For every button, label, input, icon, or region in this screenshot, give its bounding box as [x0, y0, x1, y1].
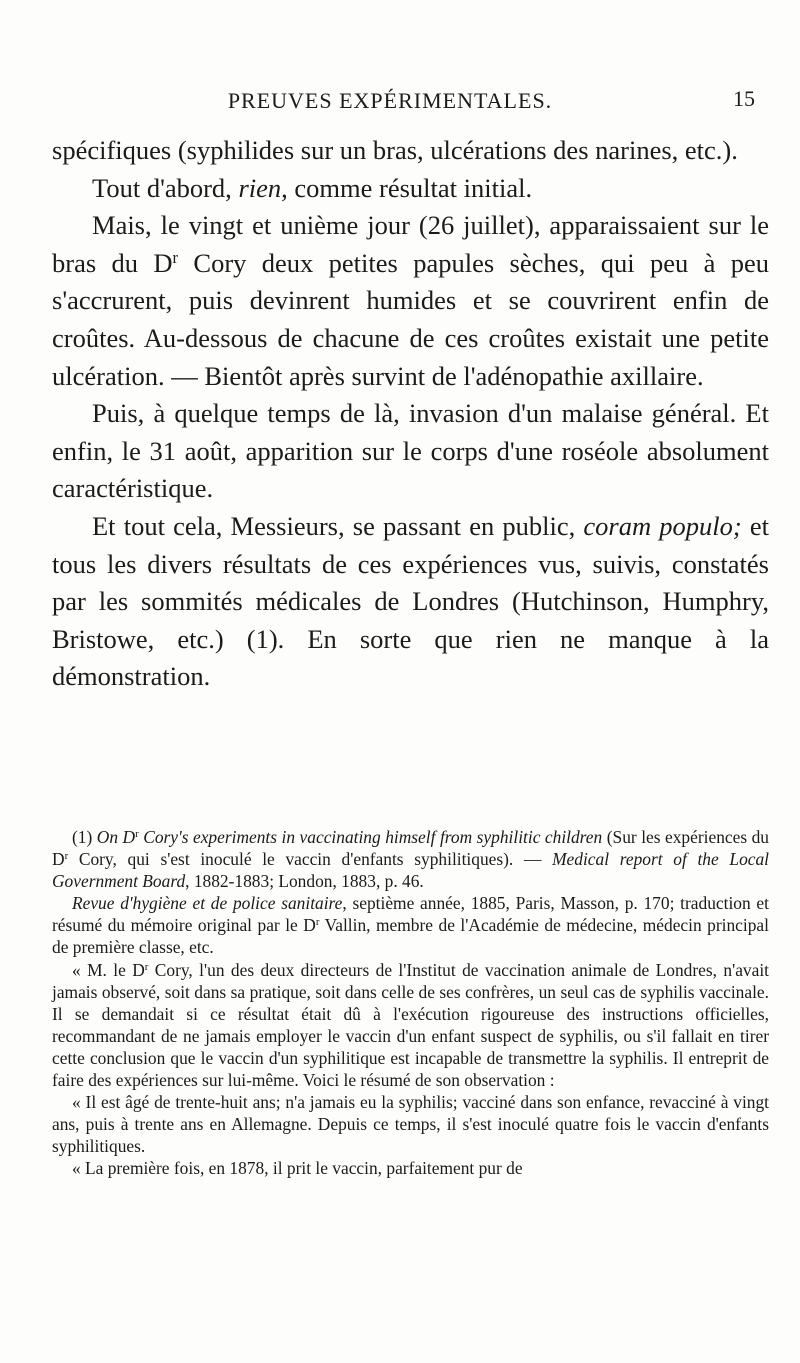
footnotes — [52, 826, 769, 1180]
paragraph-5-italic: coram populo; — [583, 510, 742, 541]
running-title: PREUVES EXPÉRIMENTALES. — [227, 88, 553, 113]
footnote-1-text-d: (Sur les expériences du D — [52, 827, 769, 870]
footnote-1-text-e: Cory, qui s'est inoculé le vaccin d'enfants syphilitiques). — — [68, 849, 553, 870]
footnote-3-text-a: « M. le D — [72, 959, 145, 980]
footnote-1-superscript-a: r — [135, 828, 139, 841]
paragraph-2-text-c: , comme résultat initial. — [281, 172, 533, 203]
paragraph-3-text-b: Cory deux petites papules sèches, qui peu à peu s'accrurent, puis devinrent humides et se couvrirent enfin de croûtes. Au-dessous de chacune de ces croûtes existait une petite ulcération. — Bientôt après survint de l'adénopathie axillaire. — [52, 247, 769, 391]
footnote-3-superscript: r — [144, 960, 149, 973]
footnote-3 — [52, 959, 769, 1092]
footnote-2 — [52, 892, 769, 958]
paragraph-2-text-a: Tout d'abord, — [92, 172, 239, 203]
paragraph-3 — [52, 207, 769, 395]
paragraph-5-text-a: Et tout cela, Messieurs, se passant en public, — [92, 510, 584, 541]
paragraph-5 — [52, 508, 769, 696]
paragraph-4-text: Puis, à quelque temps de là, invasion d'un malaise général. Et enfin, le 31 août, apparition sur le corps d'une roséole absolument caractéristique. — [52, 398, 769, 504]
paragraph-3-superscript: r — [172, 247, 179, 267]
footnote-2-superscript: r — [315, 916, 320, 929]
footnote-5-text: « La première fois, en 1878, il prit le vaccin, parfaitement pur de — [72, 1158, 523, 1179]
paragraph-1 — [52, 132, 769, 170]
paragraph-1-text: spécifiques (syphilides sur un bras, ulcérations des narines, etc.). — [52, 135, 738, 165]
paragraph-2-italic: rien — [238, 172, 282, 203]
paragraph-5-text-c: et tous les divers résultats de ces expériences vus, suivis, constatés par les sommités médicales de Londres (Hutchinson, Humphry, Bristowe, etc.) (1). En sorte que rien ne manque à la démonstration. — [52, 510, 769, 692]
footnote-1-italic-a: On D — [96, 827, 136, 847]
paragraph-3-text-a: Mais, le vingt et unième jour (26 juillet), apparaissaient sur le bras du D — [52, 210, 769, 278]
paragraph-2 — [52, 170, 769, 208]
page-number: 15 — [733, 86, 755, 111]
footnote-1-italic-b: Cory's experiments in vaccinating himself from syphilitic children — [138, 827, 603, 847]
footnote-1 — [52, 826, 769, 892]
footnote-3-text-b: Cory, l'un des deux directeurs de l'Institut de vaccination animale de Londres, n'avait jamais observé, soit dans sa pratique, soit dans celle de ses confrères, un seul cas de syphilis vaccinale. Il se demandait si ce résultat était dû à l'exécution rigoureuse des instructions officielles, recommandant de ne jamais employer le vaccin d'un enfant suspect de syphilis, ou s'il fallait en tirer cette conclusion que le vaccin d'un syphilitique est incapable de transmettre la syphilis. Il entreprit de faire des expériences sur lui-même. Voici le résumé de son observation : — [52, 959, 769, 1091]
footnote-4 — [52, 1091, 769, 1157]
paragraph-4 — [52, 395, 769, 508]
footnote-2-text-c: Vallin, membre de l'Académie de médecine, médecin principal de première classe, etc. — [52, 915, 769, 958]
footnote-1-marker: (1) — [72, 827, 97, 847]
footnote-2-text-b: , septième année, 1885, Paris, Masson, p. 170; traduction et résumé du mémoire original par le D — [52, 893, 769, 936]
footnote-2-italic: Revue d'hygiène et de police sanitaire — [72, 893, 343, 914]
footnote-1-italic-f: Medical report of the Local Government Board — [52, 849, 770, 892]
footnote-1-text-g: , 1882-1883; London, 1883, p. 46. — [185, 871, 424, 892]
footnote-4-text: « Il est âgé de trente-huit ans; n'a jamais eu la syphilis; vacciné dans son enfance, revacciné à vingt ans, puis à trente ans en Allemagne. Depuis ce temps, il s'est inoculé quatre fois le vaccin d'enfants syphilitiques. — [52, 1092, 769, 1157]
footnote-5 — [52, 1157, 769, 1179]
main-text — [52, 132, 769, 696]
footnote-1-superscript-b: r — [64, 850, 69, 863]
